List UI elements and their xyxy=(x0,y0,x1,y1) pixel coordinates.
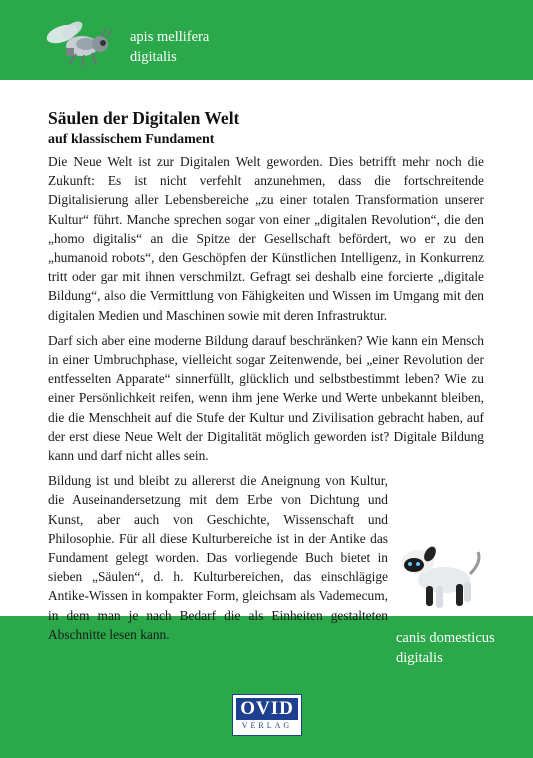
bottom-caption xyxy=(396,628,495,668)
top-caption-line-1: apis mellifera xyxy=(130,29,210,45)
bottom-caption-line-2: digitalis xyxy=(396,650,443,666)
blurb-paragraph-3: Bildung ist und bleibt zu allererst die Aneignung von Kultur, die Auseinandersetzung mit dem Erbe von Dichtung und Kunst, aber auch von Geschichte, Wissenschaft und Philosophie. Für all diese Kulturbereiche ist in der Antike das Fundament gelegt worden. Das vorliegende Buch bietet in sieben „Säulen“, d. h. Kulturbereichen, das einschlägige Antike-Wissen in kompakter Form, gleichsam als Vademecum, in dem man je nach Bedarf die als Einheiten gestalteten Abschnitte lesen kann. xyxy=(48,473,388,642)
ovid-verlag-logo xyxy=(232,694,302,736)
book-title: Säulen der Digitalen Welt xyxy=(48,108,240,128)
logo-publisher-label: VERLAG xyxy=(241,721,293,730)
top-caption xyxy=(130,27,209,67)
book-subtitle: auf klassischem Fundament xyxy=(48,132,215,147)
blurb-paragraph-1: Die Neue Welt ist zur Digitalen Welt geworden. Dies betrifft mehr noch die Zukunft: Es ist nicht verfehlt anzunehmen, dass die fortschreitende Digitalisierung aller Lebensbereiche „zu einer totalen Transformation unserer Kultur“ führt. Manche sprechen sogar von einer „digitalen Revolution“, die den „homo digitalis“ an die Spitze der Gesellschaft befördert, wo er zu den „humanoid robots“, den Geschöpfen der Künstlichen Intelligenz, in Konkurrenz tritt oder gar mit ihnen verschmilzt. Gefragt sei deshalb eine forcierte „digitale Bildung“, also die Vermittlung von Fähigkeiten und Wissen im Umgang mit den digitalen Medien und Maschinen sowie mit deren Infrastruktur. xyxy=(48,154,484,323)
bottom-caption-line-1: canis domesticus xyxy=(396,630,495,646)
blurb-paragraph-2: Darf sich aber eine moderne Bildung darauf beschränken? Wie kann ein Mensch in einer Umbruchphase, vielleicht sogar Zeitenwende, bei „einer Revolution der entfesselten Apparate“ sinnerfüllt, glücklich und selbstbestimmt leben? Wie zu einer Persönlichkeit reifen, wenn ihm jene Werke und Werte unbekannt bleiben, die die Menschheit auf die Stufe der Kultur und Zivilisation gebracht haben, auf der erst diese Neue Welt der Digitalität möglich geworden ist? Digitale Bildung kann und darf nicht alles sein. xyxy=(48,332,484,464)
robot-dog-illustration xyxy=(390,540,490,614)
robot-bee-illustration xyxy=(42,18,120,68)
top-caption-line-2: digitalis xyxy=(130,49,177,65)
logo-wordmark: OVID xyxy=(236,698,298,720)
